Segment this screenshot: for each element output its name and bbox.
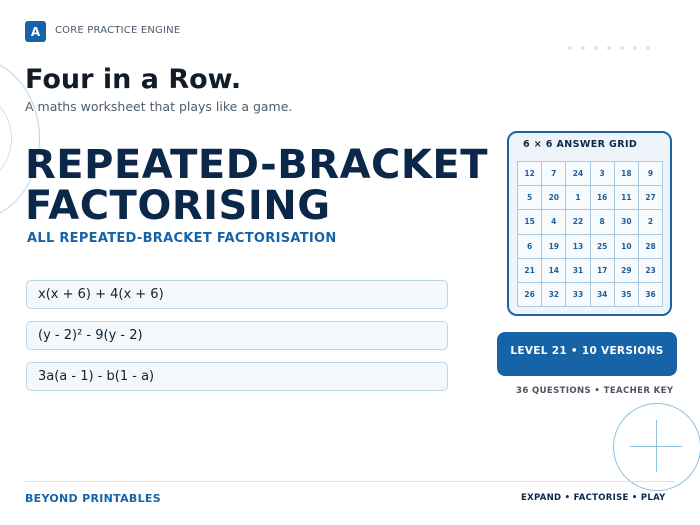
grid-cell: 24 <box>566 162 590 186</box>
footer-divider <box>25 481 675 482</box>
grid-cell: 25 <box>591 235 615 259</box>
grid-cell: 1 <box>566 186 590 210</box>
question-count: 36 QUESTIONS • TEACHER KEY <box>516 386 674 396</box>
grid-cell: 10 <box>615 235 639 259</box>
worksheet-title-line2: FACTORISING <box>25 183 331 229</box>
brand-name: CORE PRACTICE ENGINE <box>55 25 181 36</box>
footer-brand: BEYOND PRINTABLES <box>25 492 161 505</box>
grid-cell: 27 <box>639 186 663 210</box>
grid-cell: 3 <box>591 162 615 186</box>
grid-cell: 16 <box>591 186 615 210</box>
grid-cell: 9 <box>639 162 663 186</box>
page-title: Four in a Row. <box>25 64 242 95</box>
grid-cell: 13 <box>566 235 590 259</box>
question-1: x(x + 6) + 4(x + 6) <box>26 280 448 309</box>
question-2: (y - 2)² - 9(y - 2) <box>26 321 448 350</box>
grid-cell: 15 <box>518 210 542 234</box>
grid-cell: 8 <box>591 210 615 234</box>
grid-cell: 4 <box>542 210 566 234</box>
decorative-dots <box>568 46 650 50</box>
section-label: ALL REPEATED-BRACKET FACTORISATION <box>27 231 337 246</box>
grid-cell: 7 <box>542 162 566 186</box>
grid-cell: 31 <box>566 259 590 283</box>
grid-cell: 12 <box>518 162 542 186</box>
grid-cell: 6 <box>518 235 542 259</box>
page-subtitle: A maths worksheet that plays like a game. <box>25 99 293 114</box>
grid-cell: 28 <box>639 235 663 259</box>
grid-cell: 33 <box>566 283 590 307</box>
grid-cell: 23 <box>639 259 663 283</box>
grid-cell: 34 <box>591 283 615 307</box>
grid-cell: 2 <box>639 210 663 234</box>
question-3: 3a(a - 1) - b(1 - a) <box>26 362 448 391</box>
grid-cell: 20 <box>542 186 566 210</box>
decorative-plus-horizontal <box>630 446 682 447</box>
grid-cell: 22 <box>566 210 590 234</box>
grid-cell: 21 <box>518 259 542 283</box>
brand-logo: A <box>25 21 46 42</box>
grid-cell: 17 <box>591 259 615 283</box>
worksheet-title-line1: REPEATED-BRACKET <box>25 142 488 188</box>
grid-cell: 14 <box>542 259 566 283</box>
grid-cell: 5 <box>518 186 542 210</box>
grid-cell: 30 <box>615 210 639 234</box>
grid-cell: 29 <box>615 259 639 283</box>
grid-cell: 26 <box>518 283 542 307</box>
level-badge: LEVEL 21 • 10 VERSIONS <box>497 332 677 376</box>
grid-cell: 11 <box>615 186 639 210</box>
grid-cell: 36 <box>639 283 663 307</box>
grid-cell: 18 <box>615 162 639 186</box>
answer-grid-card <box>507 131 672 316</box>
footer-tagline: EXPAND • FACTORISE • PLAY <box>521 493 666 503</box>
worksheet-title <box>25 142 488 229</box>
answer-grid-title: 6 × 6 ANSWER GRID <box>523 139 638 150</box>
grid-cell: 35 <box>615 283 639 307</box>
answer-grid <box>517 161 663 307</box>
grid-cell: 32 <box>542 283 566 307</box>
grid-cell: 19 <box>542 235 566 259</box>
